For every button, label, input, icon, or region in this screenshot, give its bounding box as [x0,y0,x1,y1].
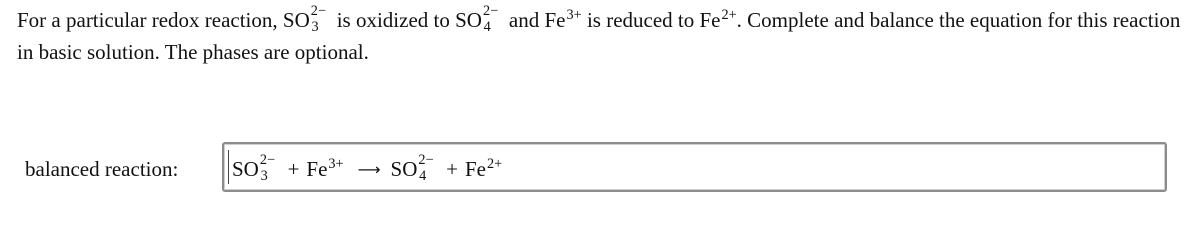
iron-ii-formula [699,4,736,36]
sulfite-charge: 2− [310,2,326,19]
reactant-sulfite-indices [259,151,281,184]
reactant-iron-iii-base: Fe [306,157,328,181]
balanced-reaction-input[interactable] [222,142,1167,192]
reactant-iron-iii-charge: 3+ [328,156,344,173]
prompt-text-2: is oxidized to [331,8,456,32]
reaction-arrow-icon: ⟶ [357,160,381,179]
iron-iii-base: Fe [544,8,566,32]
balanced-reaction-label: balanced reaction: [25,157,179,181]
product-sulfate-base: SO [390,157,418,181]
sulfite-subscript: 3 [311,18,319,35]
sulfate-subscript: 4 [483,18,491,35]
sulfite-base: SO [282,8,310,32]
iron-ii-charge: 2+ [721,7,737,24]
product-iron-ii [465,155,502,183]
reactant-iron-iii [306,155,343,183]
prompt-text-1: For a particular redox reaction, [17,8,283,32]
sulfate-base: SO [455,8,482,32]
sulfite-indices [310,2,332,35]
prompt-text-3: and [503,8,545,32]
product-sulfate-charge: 2− [418,151,434,168]
plus-sign: + [446,157,458,181]
sulfate-indices [482,2,504,35]
iron-ii-base: Fe [699,8,721,32]
answer-row [0,142,1200,196]
sulfite-formula [283,4,332,36]
product-sulfate-subscript: 4 [419,167,427,184]
product-iron-ii-base: Fe [464,157,486,181]
text-cursor [228,150,229,184]
reactant-sulfite-charge: 2− [259,151,276,168]
prompt-text-5: . Complete and balance the equation for this reaction in basic solution. The phases are optional. [17,8,1181,64]
prompt-text-4: is reduced to [581,8,700,32]
sulfate-charge: 2− [482,2,499,19]
iron-iii-charge: 3+ [566,7,582,24]
equation-content [232,151,503,185]
reactant-sulfite [232,151,281,184]
question-prompt [17,4,1187,68]
reactant-sulfite-subscript: 3 [260,167,268,184]
reactant-sulfite-base: SO [232,157,259,181]
product-sulfate-indices [418,151,439,184]
product-iron-ii-charge: 2+ [486,156,503,173]
product-sulfate [390,151,440,184]
sulfate-formula [455,4,504,36]
iron-iii-formula [545,4,582,36]
plus-sign: + [287,157,300,181]
